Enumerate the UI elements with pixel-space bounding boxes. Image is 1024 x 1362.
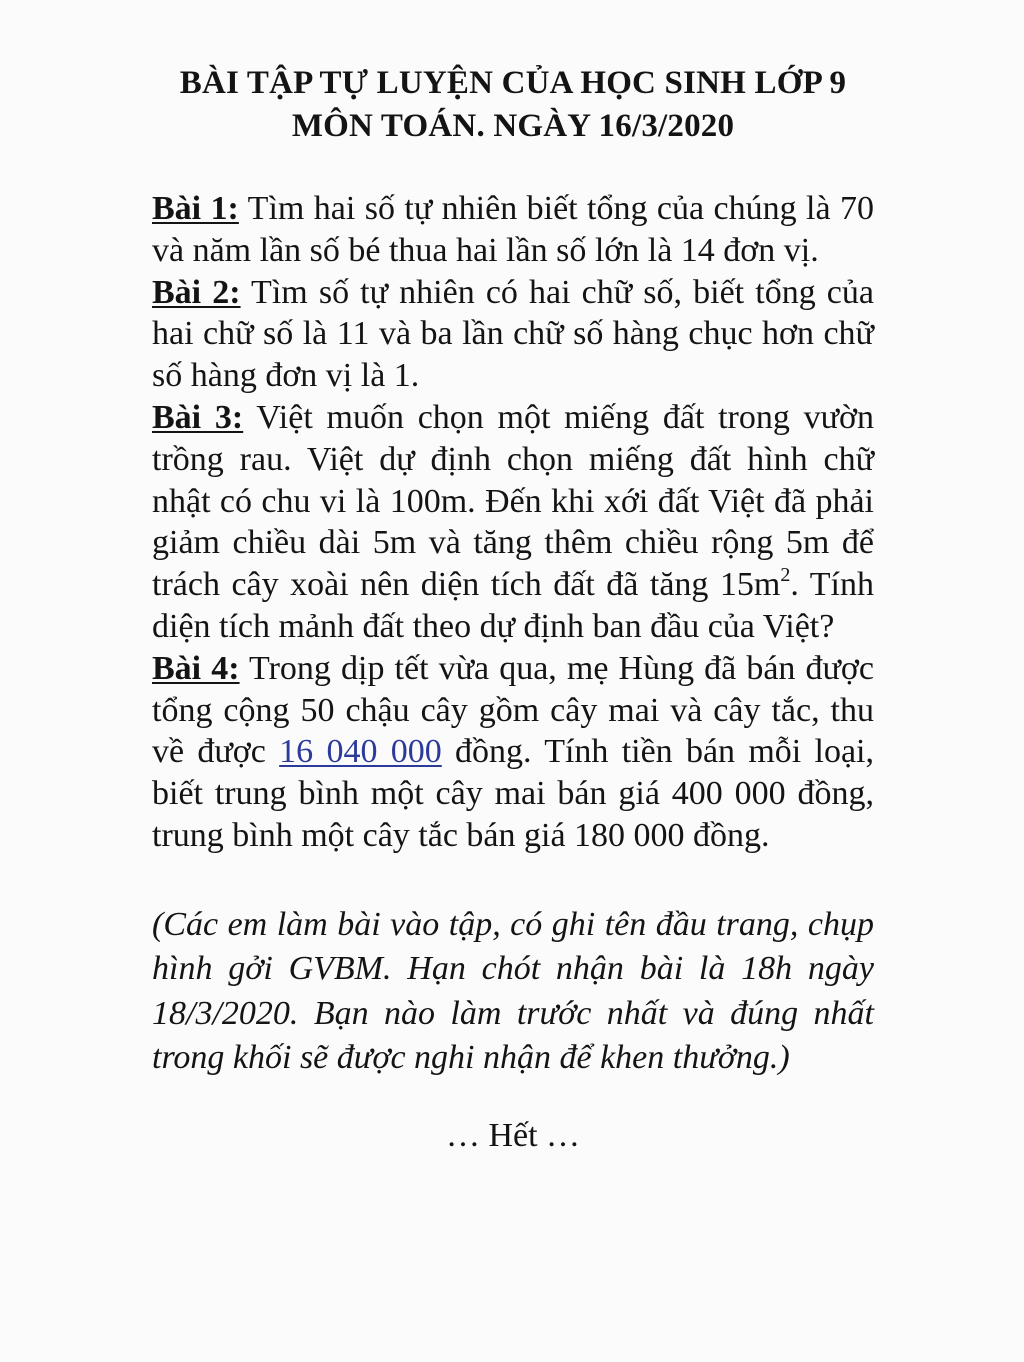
problem-2-text: Tìm số tự nhiên có hai chữ số, biết tổng của hai chữ số là 11 và ba lần chữ số hàng chục hơn chữ số hàng đơn vị là 1. xyxy=(152,273,874,395)
title-line-1: BÀI TẬP TỰ LUYỆN CỦA HỌC SINH LỚP 9 xyxy=(179,65,847,101)
problem-1-text: Tìm hai số tự nhiên biết tổng của chúng là 70 và năm lần số bé thua hai lần số lớn là 14 đơn vị. xyxy=(152,190,874,269)
instructions-note: (Các em làm bài vào tập, có ghi tên đầu trang, chụp hình gởi GVBM. Hạn chót nhận bài là 18h ngày 18/3/2020. Bạn nào làm trước nhất và đúng nhất trong khối sẽ được nghi nhận để khen thưởng.) xyxy=(152,905,874,1077)
problem-4 xyxy=(152,648,874,857)
problem-3-text-after: . Tính diện tích mảnh đất theo dự định ban đầu của Việt? xyxy=(152,566,874,645)
problem-list xyxy=(152,188,874,857)
problem-2-label: Bài 2: xyxy=(152,273,241,311)
problem-1-label: Bài 1: xyxy=(152,190,239,227)
amount-link[interactable]: 16 040 000 xyxy=(279,733,442,771)
problem-1 xyxy=(152,188,874,272)
area-unit-superscript: 2 xyxy=(780,564,791,587)
problem-2 xyxy=(152,272,874,397)
page-title xyxy=(152,62,874,148)
problem-3-label: Bài 3: xyxy=(152,398,244,436)
problem-3-text-before: Việt muốn chọn một miếng đất trong vườn trồng rau. Việt dự định chọn miếng đất hình chữ nhật có chu vi là 100m. Đến khi xới đất Việt đã phải giảm chiều dài 5m và tăng thêm chiều rộng 5m để trách cây xoài nên diện tích đất đã tăng 15m xyxy=(152,398,874,604)
end-marker: … Hết … xyxy=(445,1116,581,1154)
problem-4-label: Bài 4: xyxy=(152,649,240,687)
title-line-2: MÔN TOÁN. NGÀY 16/3/2020 xyxy=(291,108,735,144)
problem-3 xyxy=(152,397,874,648)
problem-4-text-before: Trong dịp tết vừa qua, mẹ Hùng đã bán được tổng cộng 50 chậu cây gồm cây mai và cây tắc, thu về được xyxy=(152,649,875,771)
problem-4-text-after: đồng. Tính tiền bán mỗi loại, biết trung bình một cây mai bán giá 400 000 đồng, trung bình một cây tắc bán giá 180 000 đồng. xyxy=(152,733,875,854)
